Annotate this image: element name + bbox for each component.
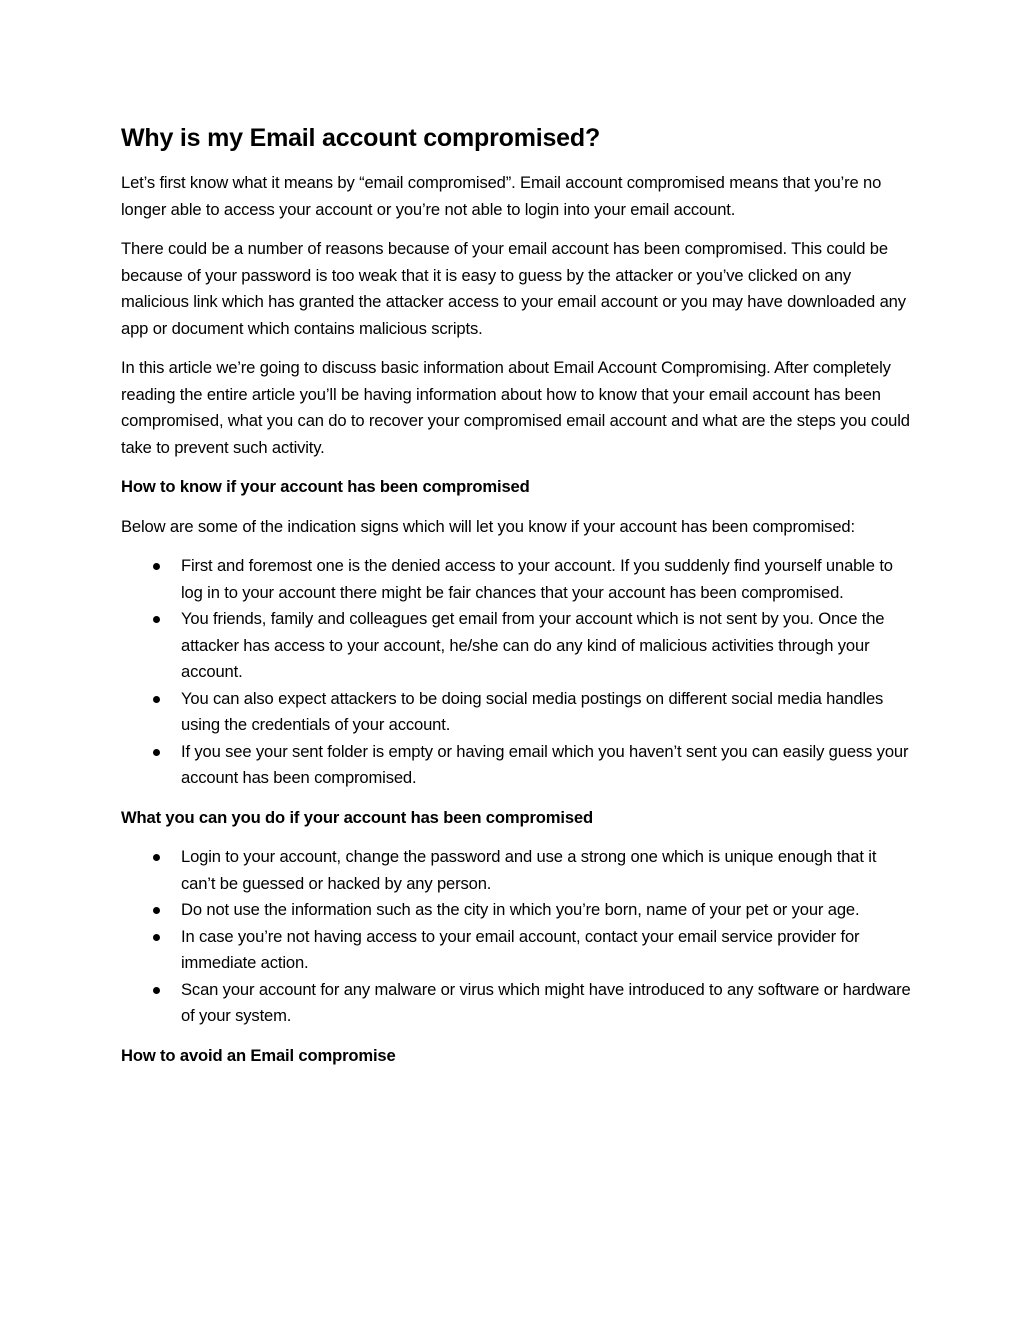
list-item-text: Login to your account, change the password and use a strong one which is unique enough that it can’t be guessed or hacked by any person. [181,847,877,893]
list-item [121,897,911,924]
list-item-text: Do not use the information such as the city in which you’re born, name of your pet or your age. [181,900,860,919]
section-heading-avoid: How to avoid an Email compromise [121,1045,396,1065]
list-item-text: You can also expect attackers to be doing social media postings on different social media handles using the credentials of your account. [181,688,884,734]
list-item [121,553,911,606]
section-lead: Below are some of the indication signs which will let you know if your account has been compromised: [121,516,855,536]
section-heading-know: How to know if your account has been compromised [121,477,530,496]
intro-paragraph: There could be a number of reasons because of your email account has been compromised. This could be because of your password is too weak that it is easy to guess by the attacker or you’ve clicked on any malicious link which has granted the attacker access to your email account or you may have downloaded any app or document which contains malicious scripts. [121,239,906,338]
actions-list [121,844,911,1030]
intro-paragraph: In this article we’re going to discuss basic information about Email Account Compromising. After completely reading the entire article you’ll be having information about how to know that your email account has been compromised, what you can do to recover your compromised email account and what are the steps you could take to prevent such activity. [121,358,910,457]
list-item [121,844,911,897]
list-item [121,606,911,686]
bullet-icon [153,987,160,994]
bullet-icon [153,907,160,914]
list-item [121,924,911,977]
list-item-text: First and foremost one is the denied access to your account. If you suddenly find yourself unable to log in to your account there might be fair chances that your account has been compromised. [181,556,893,602]
intro-paragraph: Let’s first know what it means by “email compromised”. Email account compromised means that you’re no longer able to access your account or you’re not able to login into your email account. [121,173,882,219]
bullet-icon [153,563,160,570]
bullet-icon [153,934,160,941]
bullet-icon [153,696,160,703]
bullet-icon [153,616,160,623]
document-page [121,118,911,1082]
list-item-text: If you see your sent folder is empty or having email which you haven’t sent you can easily guess your account has been compromised. [181,741,909,787]
list-item [121,686,911,739]
list-item [121,739,911,792]
bullet-icon [153,854,160,861]
page-title: Why is my Email account compromised? [121,124,601,152]
list-item [121,977,911,1030]
bullet-icon [153,749,160,756]
section-heading-do: What you can you do if your account has been compromised [121,807,593,827]
list-item-text: In case you’re not having access to your email account, contact your email service provider for immediate action. [181,926,860,972]
list-item-text: Scan your account for any malware or virus which might have introduced to any software or hardware of your system. [181,979,911,1025]
list-item-text: You friends, family and colleagues get email from your account which is not sent by you. Once the attacker has access to your account, he/she can do any kind of malicious activities through your account. [181,609,885,681]
signs-list [121,553,911,792]
